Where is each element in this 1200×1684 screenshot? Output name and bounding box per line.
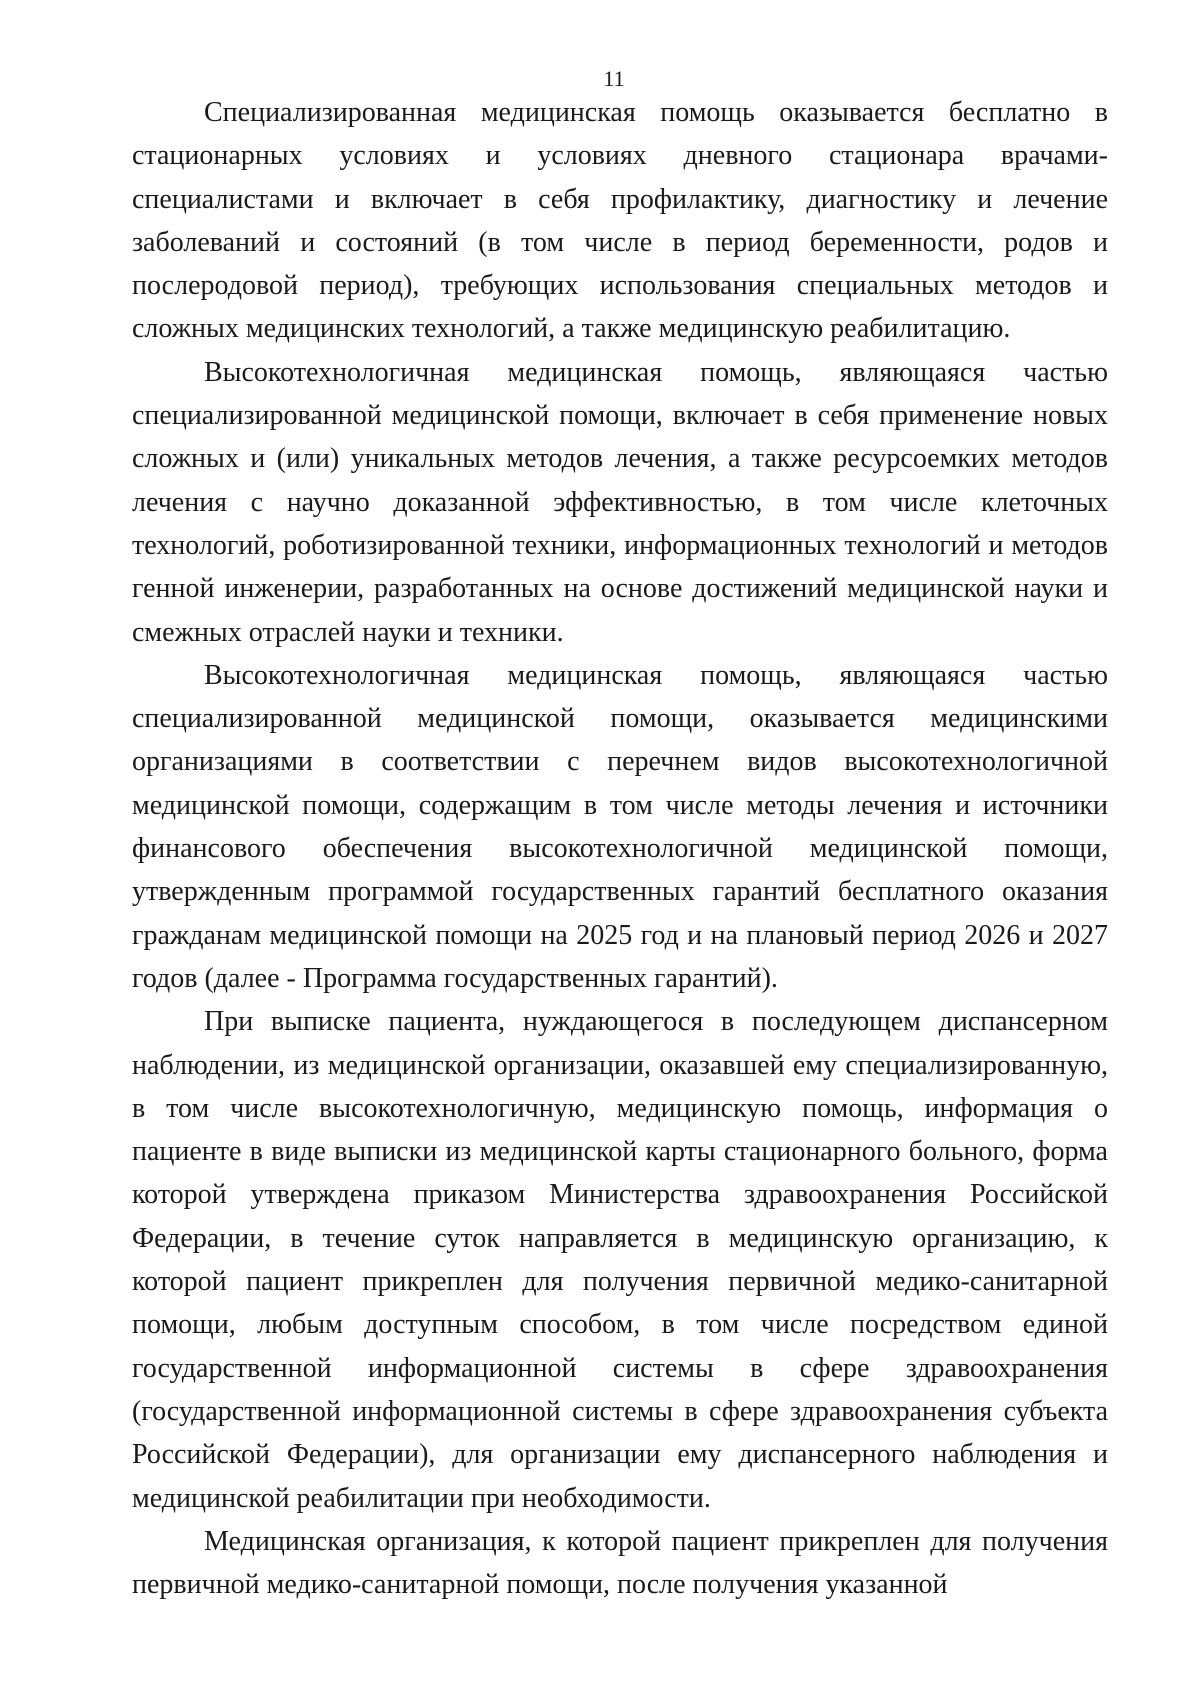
paragraph-high-tech-care-organizations: Высокотехнологичная медицинская помощь, являющаяся частью специализированной медицинской помощи, оказывается медицинскими организациями в соответствии с перечнем видов высокотехнологичной медицинской помощи, содержащим в том числе методы лечения и источники финансового обеспечения высокотехнологичной медицинской помощи, утвержденным программой государственных гарантий бесплатного оказания гражданам медицинской помощи на 2025 год и на плановый период 2026 и 2027 годов (далее - Программа государственных гарантий). <box>132 659 1108 994</box>
paragraph-patient-discharge: При выписке пациента, нуждающегося в последующем диспансерном наблюдении, из медицинской организации, оказавшей ему специализированную, в том числе высокотехнологичную, медицинскую помощь, информация о пациенте в виде выписки из медицинской карты стационарного больного, форма которой утверждена приказом Министерства здравоохранения Российской Федерации, в течение суток направляется в медицинскую организацию, к которой пациент прикреплен для получения первичной медико-санитарной помощи, любым доступным способом, в том числе посредством единой государственной информационной системы в сфере здравоохранения (государственной информационной системы в сфере здравоохранения субъекта Российской Федерации), для организации ему диспансерного наблюдения и медицинской реабилитации при необходимости. <box>132 1006 1108 1514</box>
paragraph-specialized-care: Специализированная медицинская помощь оказывается бесплатно в стационарных условиях и условиях дневного стационара врачами-специалистами и включает в себя профилактику, диагностику и лечение заболеваний и состояний (в том числе в период беременности, родов и послеродовой период), требующих использования специальных методов и сложных медицинских технологий, а также медицинскую реабилитацию. <box>132 97 1108 345</box>
page-number: 11 <box>603 66 625 91</box>
paragraph-medical-organization: Медицинская организация, к которой пациент прикреплен для получения первичной медико-санитарной помощи, после получения указанной <box>132 1525 1108 1601</box>
document-body <box>132 91 1108 1606</box>
paragraph-high-tech-care-definition: Высокотехнологичная медицинская помощь, являющаяся частью специализированной медицинской помощи, включает в себя применение новых сложных и (или) уникальных методов лечения, а также ресурсоемких методов лечения с научно доказанной эффективностью, в том числе клеточных технологий, роботизированной техники, информационных технологий и методов генной инженерии, разработанных на основе достижений медицинской науки и смежных отраслей науки и техники. <box>132 356 1108 648</box>
